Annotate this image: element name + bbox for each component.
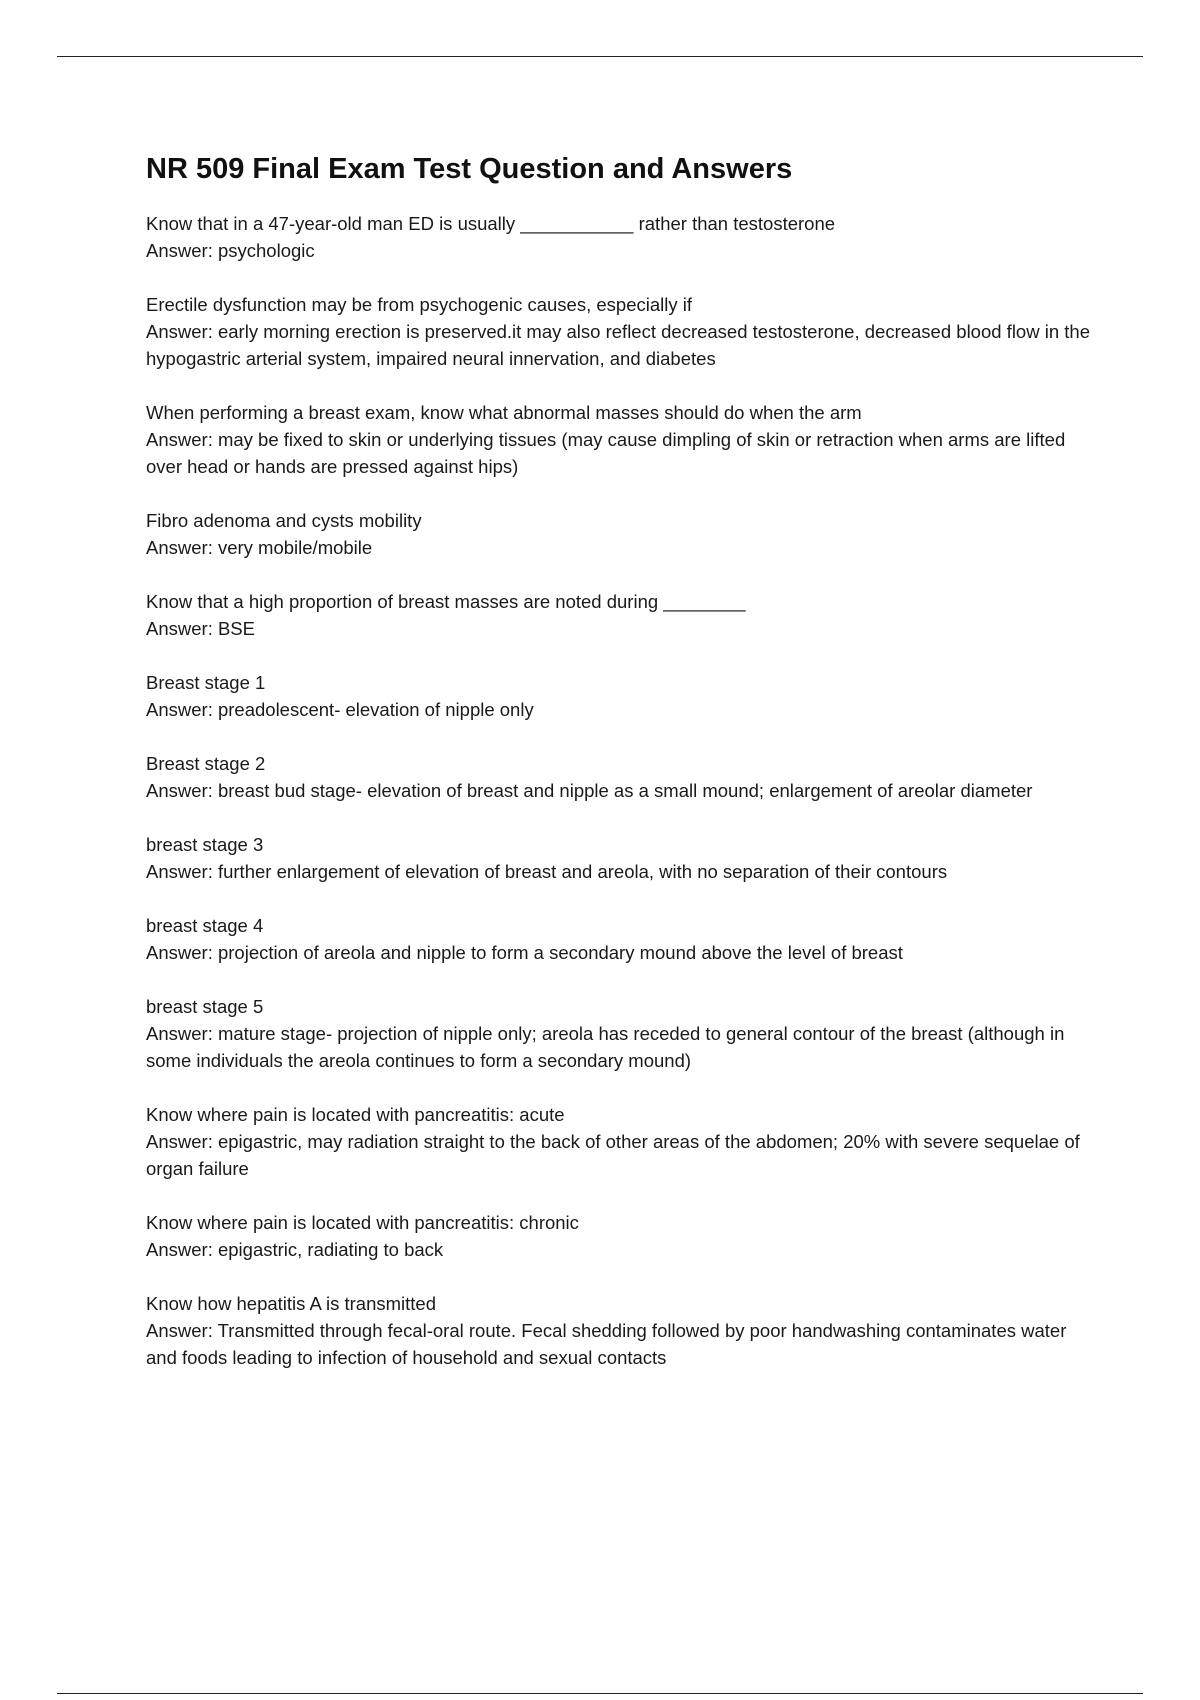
- qa-item: [146, 210, 1096, 264]
- qa-item: [146, 669, 1096, 723]
- qa-item: [146, 1209, 1096, 1263]
- question-text: Know that a high proportion of breast masses are noted during ________: [146, 591, 746, 612]
- answer-text: Answer: further enlargement of elevation of breast and areola, with no separation of their contours: [146, 861, 948, 882]
- answer-text: Answer: projection of areola and nipple to form a secondary mound above the level of breast: [146, 942, 903, 963]
- qa-item: [146, 399, 1096, 480]
- answer-text: Answer: epigastric, radiating to back: [146, 1239, 444, 1260]
- answer-text: Answer: mature stage- projection of nipple only; areola has receded to general contour of the breast (although in some individuals the areola continues to form a secondary mound): [146, 1023, 1065, 1071]
- answer-text: Answer: psychologic: [146, 240, 315, 261]
- answer-text: Answer: early morning erection is preserved.it may also reflect decreased testosterone, decreased blood flow in the hypogastric arterial system, impaired neural innervation, and diabetes: [146, 321, 1090, 369]
- answer-text: Answer: epigastric, may radiation straight to the back of other areas of the abdomen; 20% with severe sequelae of organ failure: [146, 1131, 1080, 1179]
- footer-rule: [57, 1693, 1143, 1694]
- qa-item: [146, 588, 1096, 642]
- qa-item: [146, 912, 1096, 966]
- question-text: Breast stage 1: [146, 672, 266, 693]
- question-text: Know where pain is located with pancreatitis: acute: [146, 1104, 565, 1125]
- question-text: Know how hepatitis A is transmitted: [146, 1293, 436, 1314]
- qa-item: [146, 831, 1096, 885]
- qa-item: [146, 291, 1096, 372]
- answer-text: Answer: BSE: [146, 618, 255, 639]
- qa-item: [146, 750, 1096, 804]
- qa-item: [146, 1101, 1096, 1182]
- question-text: Know that in a 47-year-old man ED is usually ___________ rather than testosterone: [146, 213, 836, 234]
- question-text: breast stage 4: [146, 915, 264, 936]
- question-text: Breast stage 2: [146, 753, 266, 774]
- question-text: Fibro adenoma and cysts mobility: [146, 510, 422, 531]
- header-rule: [57, 56, 1143, 57]
- qa-item: [146, 993, 1096, 1074]
- question-text: Erectile dysfunction may be from psychogenic causes, especially if: [146, 294, 693, 315]
- qa-item: [146, 1290, 1096, 1371]
- answer-text: Answer: preadolescent- elevation of nipple only: [146, 699, 534, 720]
- answer-text: Answer: breast bud stage- elevation of breast and nipple as a small mound; enlargement of areolar diameter: [146, 780, 1033, 801]
- question-text: breast stage 5: [146, 996, 264, 1017]
- qa-item: [146, 507, 1096, 561]
- document-body: [146, 148, 1096, 1398]
- question-text: Know where pain is located with pancreatitis: chronic: [146, 1212, 579, 1233]
- document-title: NR 509 Final Exam Test Question and Answers: [146, 153, 793, 185]
- answer-text: Answer: may be fixed to skin or underlying tissues (may cause dimpling of skin or retraction when arms are lifted over head or hands are pressed against hips): [146, 429, 1066, 477]
- answer-text: Answer: very mobile/mobile: [146, 537, 373, 558]
- question-text: When performing a breast exam, know what abnormal masses should do when the arm: [146, 402, 862, 423]
- answer-text: Answer: Transmitted through fecal-oral route. Fecal shedding followed by poor handwashing contaminates water and foods leading to infection of household and sexual contacts: [146, 1320, 1067, 1368]
- question-text: breast stage 3: [146, 834, 264, 855]
